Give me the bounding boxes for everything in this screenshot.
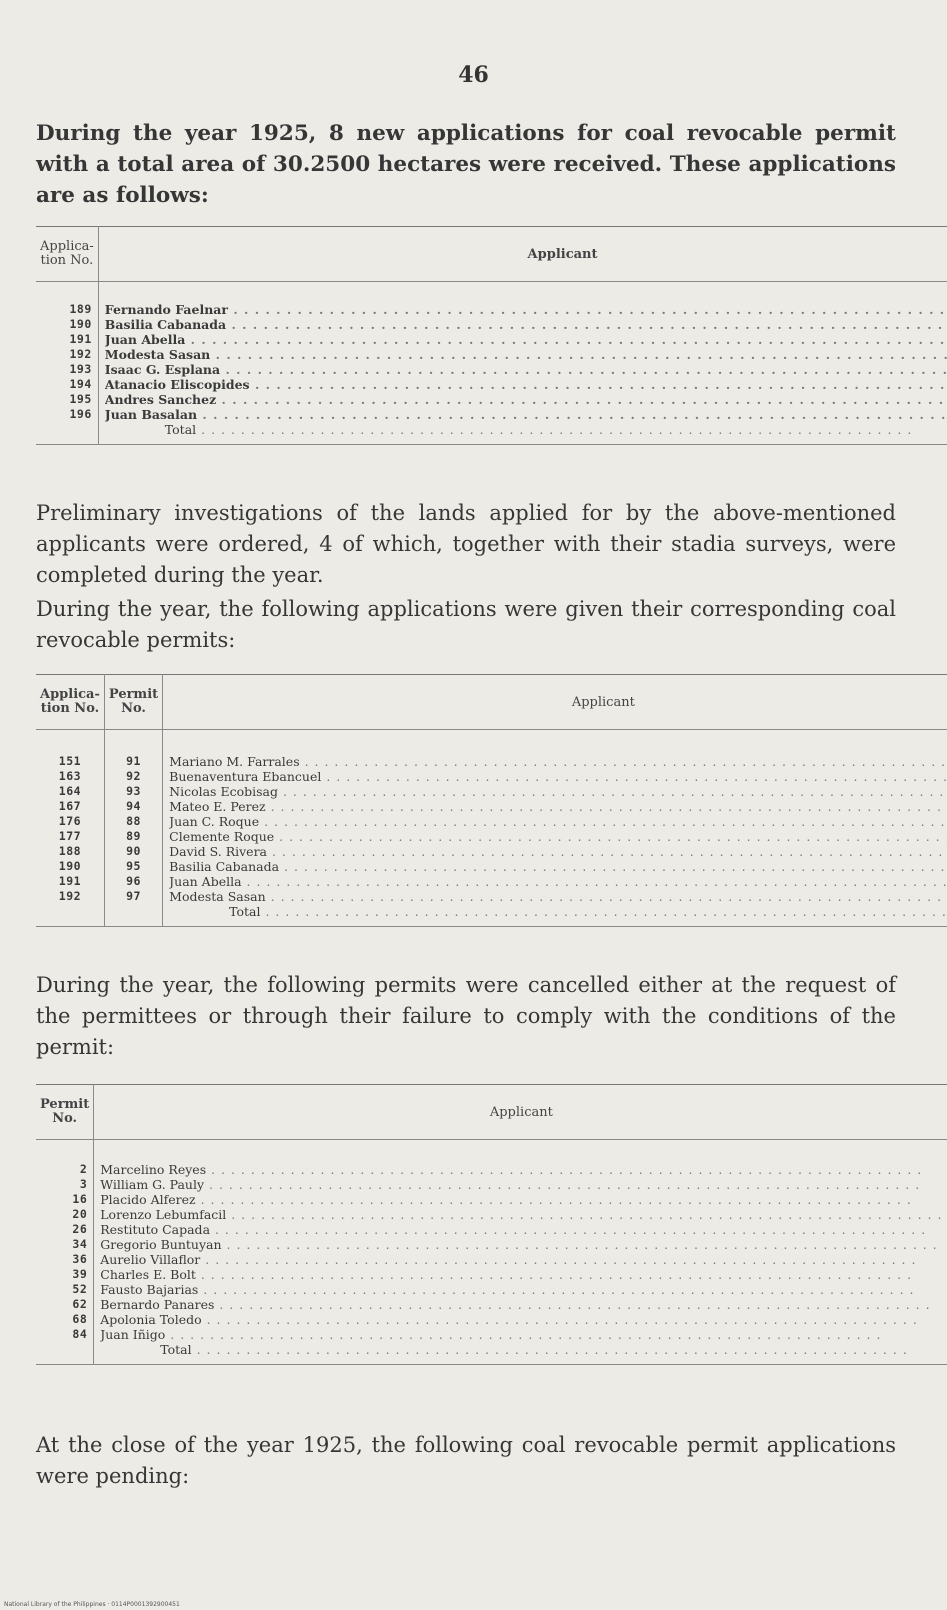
table-cell: Bernardo Panares . . . xyxy=(100,1297,942,1312)
table-cell: 193 xyxy=(69,362,92,376)
table-cell: Modesta Sasan . . . xyxy=(169,889,947,904)
applicant-column xyxy=(163,730,947,905)
permit-no-column xyxy=(36,1140,94,1343)
table-cell: Juan C. Roque . . . xyxy=(169,814,947,829)
table-cell: 26 xyxy=(72,1222,88,1236)
table-cell: 93 xyxy=(126,784,141,798)
table-cell: 16 xyxy=(72,1192,88,1206)
table-cell: 3 xyxy=(79,1177,88,1191)
table-cell: 52 xyxy=(72,1282,88,1296)
applicant-column xyxy=(94,1140,947,1343)
table-cell: Juan Iñigo . . . xyxy=(100,1327,942,1342)
table-cell: Isaac G. Esplana . . . xyxy=(105,362,947,377)
table-cell: Atanacio Eliscopides . . . xyxy=(105,377,947,392)
table-cell: 189 xyxy=(69,302,92,316)
table-body xyxy=(36,730,947,927)
header-permit-no: Permit No. xyxy=(36,1085,94,1140)
table-cell: 39 xyxy=(72,1267,88,1281)
table-cell: 89 xyxy=(126,829,141,843)
header-applicant: Applicant xyxy=(94,1085,947,1140)
table-cell: 91 xyxy=(126,754,141,768)
total-label: Total . . . xyxy=(169,904,947,919)
permit-no-column xyxy=(104,730,162,905)
page-number: 46 xyxy=(458,62,489,88)
table-cell: Juan Abella . . . xyxy=(105,332,947,347)
table-cell: Modesta Sasan . . . xyxy=(105,347,947,362)
table-cell: 177 xyxy=(58,829,82,843)
applicant-column xyxy=(98,282,947,423)
paragraph-preliminary-investigations: Preliminary investigations of the lands applied for by the above-mentioned applicants were ordered, 4 of which, together with their stadia surveys, were completed during the year. xyxy=(36,501,896,587)
table-cell: Apolonia Toledo . . . xyxy=(100,1312,942,1327)
table-cell: 163 xyxy=(58,769,82,783)
table-new-applications xyxy=(36,226,947,445)
total-row xyxy=(36,904,947,927)
table-cell: Placido Alferez . . . xyxy=(100,1192,942,1207)
table-cell: Aurelio Villaflor . . . xyxy=(100,1252,942,1267)
header-applicant: Applicant xyxy=(163,675,947,730)
total-row xyxy=(36,1342,947,1365)
table-cell: Buenaventura Ebancuel . . . xyxy=(169,769,947,784)
table-cell: 190 xyxy=(69,317,92,331)
table-cell: Andres Sanchez . . . xyxy=(105,392,947,407)
table-cell: 88 xyxy=(126,814,141,828)
total-row xyxy=(36,422,947,445)
table-cell: 95 xyxy=(126,859,141,873)
table-cell: Basilia Cabanada . . . xyxy=(105,317,947,332)
table-cell: 68 xyxy=(72,1312,88,1326)
table-cell: David S. Rivera . . . xyxy=(169,844,947,859)
table-cell: Mariano M. Farrales . . . xyxy=(169,754,947,769)
table-cell: Mateo E. Perez . . . xyxy=(169,799,947,814)
table-cell: 97 xyxy=(126,889,141,903)
app-no-column xyxy=(36,282,98,423)
footer-credit: National Library of the Philippines · 0114P0001392900451 xyxy=(4,1601,180,1608)
table-body xyxy=(36,282,947,445)
table-cell: Clemente Roque . . . xyxy=(169,829,947,844)
header-app-no: Applica-tion No. xyxy=(36,227,98,282)
table-cell: 36 xyxy=(72,1252,88,1266)
table-cell: Gregorio Buntuyan . . . xyxy=(100,1237,942,1252)
table-cell: 167 xyxy=(58,799,82,813)
table-cell: Basilia Cabanada . . . xyxy=(169,859,947,874)
table-permits-given xyxy=(36,674,947,927)
table-cell: 90 xyxy=(126,844,141,858)
table-cell: 176 xyxy=(58,814,82,828)
table-cell: 34 xyxy=(72,1237,88,1251)
header-applicant: Applicant xyxy=(98,227,947,282)
table-cell: 84 xyxy=(72,1327,88,1341)
total-label: Total . . . xyxy=(100,1342,942,1357)
paragraph-new-applications: During the year 1925, 8 new applications for coal revocable permit with a total area of 30.2500 hectares were received. These applications are as follows: xyxy=(36,121,896,208)
table-cell: 164 xyxy=(58,784,82,798)
table-body xyxy=(36,1140,947,1365)
table-cell: Marcelino Reyes . . . xyxy=(100,1162,942,1177)
table-cell: Restituto Capada . . . xyxy=(100,1222,942,1237)
total-label: Total . . . xyxy=(105,422,947,437)
table-cell: 192 xyxy=(58,889,82,903)
table-permits-cancelled xyxy=(36,1084,947,1365)
table-cell: 94 xyxy=(126,799,141,813)
paragraph-permits-cancelled: During the year, the following permits were cancelled either at the request of the permittees or through their failure to comply with the conditions of the permit: xyxy=(36,973,896,1059)
table-cell: William G. Pauly . . . xyxy=(100,1177,942,1192)
table-cell: Charles E. Bolt . . . xyxy=(100,1267,942,1282)
table-cell: Nicolas Ecobisag . . . xyxy=(169,784,947,799)
table-cell: 92 xyxy=(126,769,141,783)
table-cell: 195 xyxy=(69,392,92,406)
table-cell: 188 xyxy=(58,844,82,858)
table-cell: Juan Abella . . . xyxy=(169,874,947,889)
paragraph-permits-given: During the year, the following applications were given their corresponding coal revocable permits: xyxy=(36,597,896,652)
paragraph-pending-applications: At the close of the year 1925, the following coal revocable permit applications were pending: xyxy=(36,1433,896,1488)
table-cell: 96 xyxy=(126,874,141,888)
table-cell: Fausto Bajarias . . . xyxy=(100,1282,942,1297)
table-cell: 151 xyxy=(58,754,82,768)
header-permit-no: Permit No. xyxy=(104,675,162,730)
table-cell: 62 xyxy=(72,1297,88,1311)
header-app-no: Applica-tion No. xyxy=(36,675,104,730)
table-cell: 2 xyxy=(79,1162,88,1176)
table-cell: Fernando Faelnar . . . xyxy=(105,302,947,317)
table-cell: 196 xyxy=(69,407,92,421)
table-cell: Juan Basalan . . . xyxy=(105,407,947,422)
table-cell: 194 xyxy=(69,377,92,391)
table-cell: 20 xyxy=(72,1207,88,1221)
table-cell: 192 xyxy=(69,347,92,361)
app-no-column xyxy=(36,730,104,905)
table-cell: Lorenzo Lebumfacil . . . xyxy=(100,1207,942,1222)
table-cell: 191 xyxy=(58,874,82,888)
table-cell: 190 xyxy=(58,859,82,873)
table-cell: 191 xyxy=(69,332,92,346)
